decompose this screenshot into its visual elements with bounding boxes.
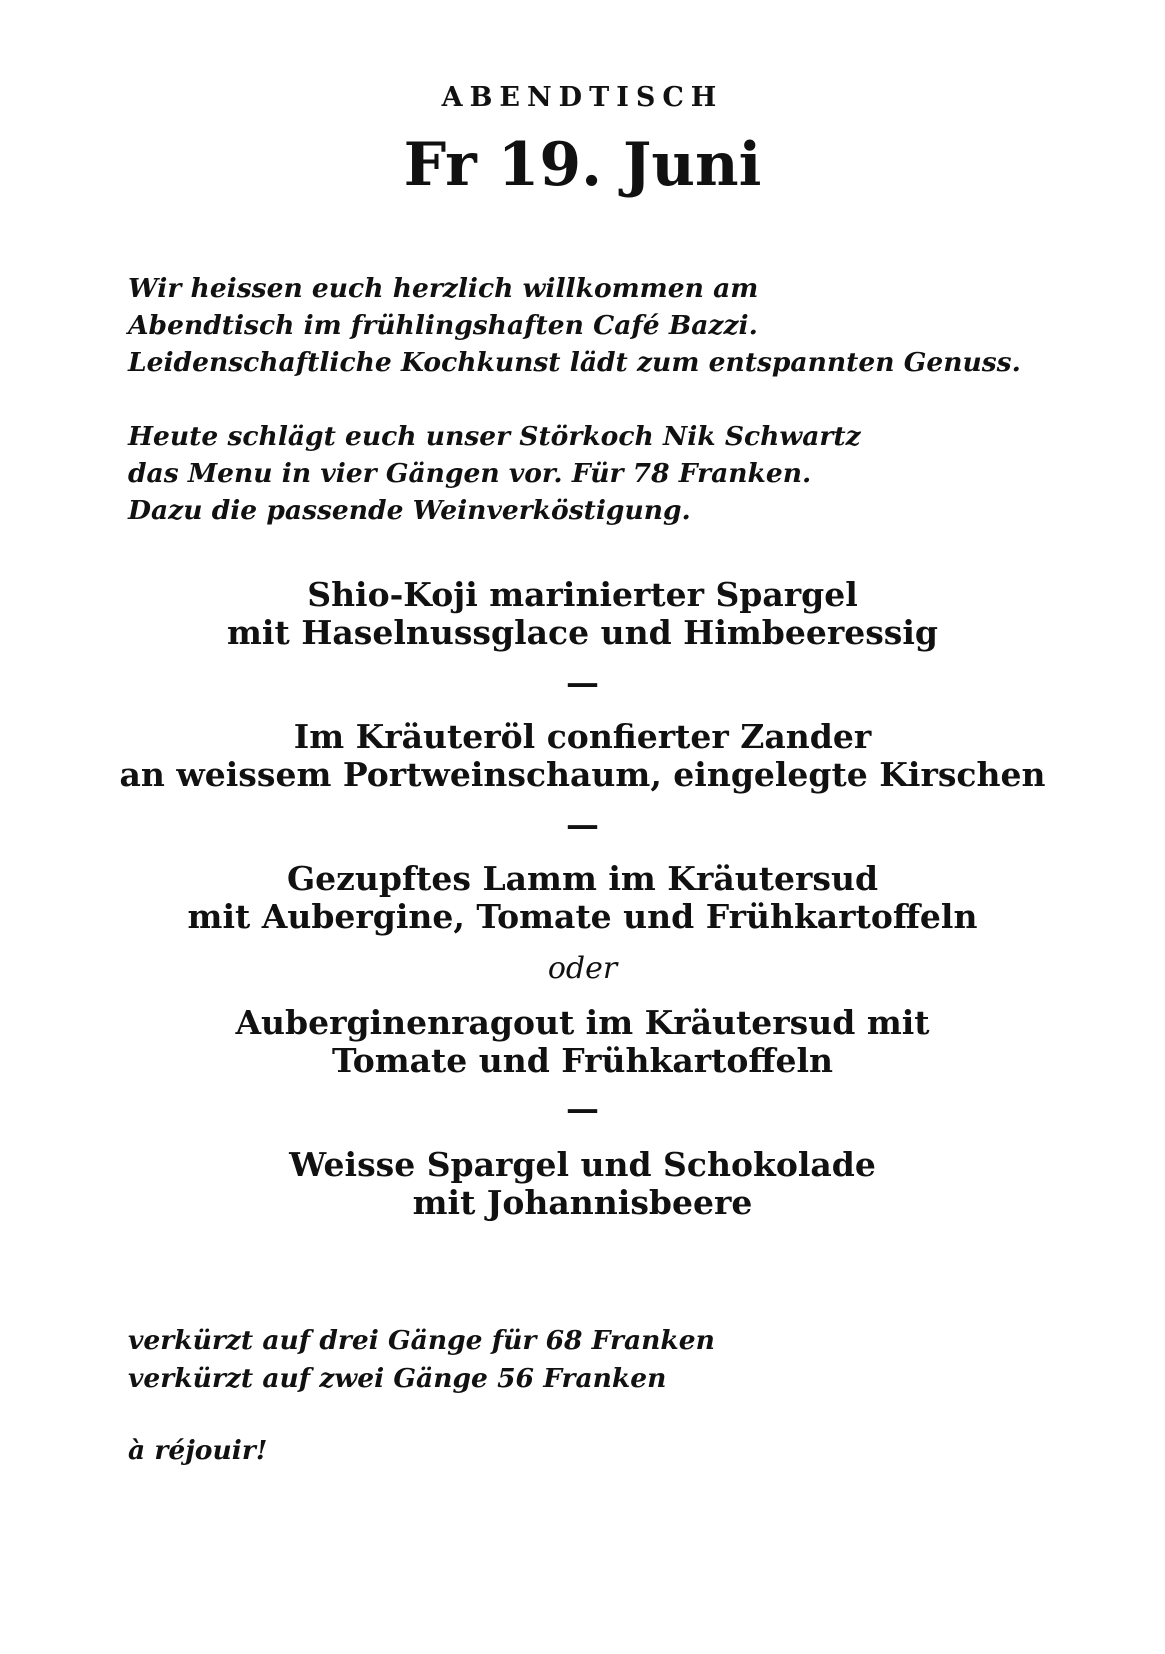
course-separator: — [566, 805, 599, 844]
intro-paragraph-2 [128, 418, 861, 529]
course-separator: — [566, 1089, 599, 1128]
menu-date: Fr 19. Juni [403, 130, 762, 200]
course-title: Im Kräuteröl confierter Zander [293, 717, 872, 756]
course-title: Weisse Spargel und Schokolade [289, 1145, 876, 1184]
course-4 [0, 1146, 1165, 1222]
course-3a [0, 860, 1165, 936]
intro-line: Abendtisch im frühlingshaften Café Bazzi. [128, 310, 758, 341]
option-line: verkürzt auf drei Gänge für 68 Franken [128, 1325, 715, 1356]
course-title: Auberginenragout im Kräutersud mit [235, 1003, 930, 1042]
course-description: mit Aubergine, Tomate und Frühkartoffeln [187, 897, 978, 936]
intro-line: Dazu die passende Weinverköstigung. [128, 495, 691, 526]
intro-line: Leidenschaftliche Kochkunst lädt zum entspannten Genuss. [128, 347, 1021, 378]
course-title: Gezupftes Lamm im Kräutersud [286, 859, 879, 898]
course-1 [0, 576, 1165, 652]
course-description: mit Haselnussglace und Himbeeressig [227, 613, 938, 652]
course-3b [0, 1004, 1165, 1080]
course-2 [0, 718, 1165, 794]
course-separator: — [566, 663, 599, 702]
menu-kicker: ABENDTISCH [441, 82, 724, 113]
intro-line: das Menu in vier Gängen vor. Für 78 Franken. [128, 458, 812, 489]
closing-note [128, 1432, 267, 1470]
alternative-label: oder [547, 951, 618, 986]
shortened-options [128, 1322, 715, 1398]
course-description: an weissem Portweinschaum, eingelegte Kirschen [119, 755, 1046, 794]
course-description: Tomate und Frühkartoffeln [331, 1041, 834, 1080]
option-line: verkürzt auf zwei Gänge 56 Franken [128, 1363, 667, 1394]
intro-line: Wir heissen euch herzlich willkommen am [128, 273, 759, 304]
course-title: Shio-Koji marinierter Spargel [307, 575, 858, 614]
intro-paragraph-1 [128, 270, 1021, 381]
course-description: mit Johannisbeere [412, 1183, 753, 1222]
intro-line: Heute schlägt euch unser Störkoch Nik Schwartz [128, 421, 861, 452]
closing-line: à réjouir! [128, 1435, 268, 1466]
